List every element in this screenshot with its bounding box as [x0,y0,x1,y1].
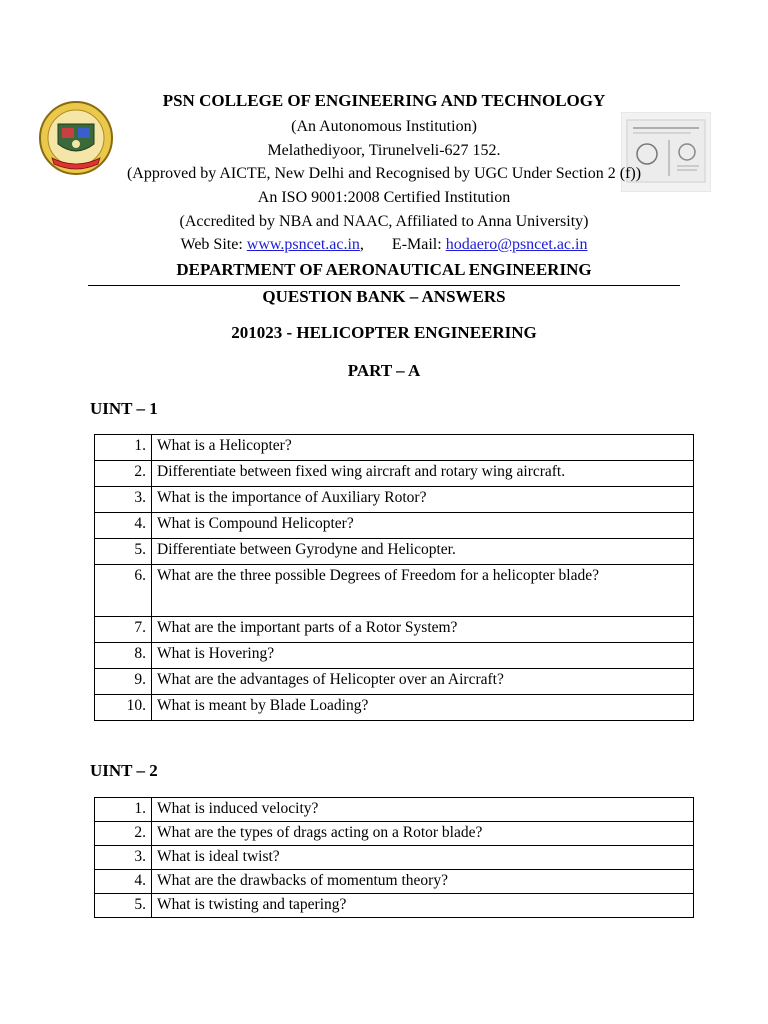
table-row [95,435,694,461]
question-number: 7. [95,617,152,643]
email-label: E-Mail: [391,236,446,253]
question-text: What is Hovering? [152,643,694,669]
question-number: 10. [95,695,152,721]
question-text: What is twisting and tapering? [152,894,694,918]
table-row [95,870,694,894]
question-text: What are the three possible Degrees of Freedom for a helicopter blade? [152,565,694,617]
course-title: 201023 - HELICOPTER ENGINEERING [231,323,537,342]
unit-2-question-table [94,797,694,918]
website-link[interactable]: www.psncet.ac.in [246,236,360,253]
address-line: Melathediyoor, Tirunelveli-627 152. [267,142,501,159]
question-number: 2. [95,461,152,487]
accreditation-line: (Accredited by NBA and NAAC, Affiliated to Anna University) [179,213,589,230]
question-text: What is Compound Helicopter? [152,513,694,539]
unit-1-question-table [94,434,694,721]
separator: , [359,236,364,253]
question-bank-title: QUESTION BANK – ANSWERS [262,287,506,306]
table-row [95,798,694,822]
table-row [95,643,694,669]
unit-1-title: UINT – 1 [90,399,158,418]
question-text: What are the advantages of Helicopter over an Aircraft? [152,669,694,695]
question-number: 9. [95,669,152,695]
question-text: What is meant by Blade Loading? [152,695,694,721]
college-name: PSN COLLEGE OF ENGINEERING AND TECHNOLOGY [162,91,606,110]
question-number: 4. [95,870,152,894]
approval-line: (Approved by AICTE, New Delhi and Recognised by UGC Under Section 2 (f)) [126,165,642,182]
question-number: 3. [95,846,152,870]
question-text: What is ideal twist? [152,846,694,870]
question-number: 4. [95,513,152,539]
question-number: 8. [95,643,152,669]
website-label: Web Site: [180,236,247,253]
contact-line [0,236,768,254]
table-row [95,539,694,565]
question-number: 5. [95,894,152,918]
table-row [95,846,694,870]
question-number: 5. [95,539,152,565]
question-number: 2. [95,822,152,846]
question-text: Differentiate between fixed wing aircraft and rotary wing aircraft. [152,461,694,487]
table-row [95,695,694,721]
question-number: 1. [95,798,152,822]
table-row [95,461,694,487]
header-divider [88,285,680,286]
email-link[interactable]: hodaero@psncet.ac.in [445,236,588,253]
table-row [95,894,694,918]
table-row [95,822,694,846]
question-text: What are the drawbacks of momentum theory? [152,870,694,894]
question-text: What is a Helicopter? [152,435,694,461]
iso-line: An ISO 9001:2008 Certified Institution [257,189,511,206]
table-row [95,669,694,695]
table-row [95,565,694,617]
table-row [95,513,694,539]
question-text: What is the importance of Auxiliary Rotor? [152,487,694,513]
part-title: PART – A [347,361,421,380]
question-number: 6. [95,565,152,617]
question-text: What are the types of drags acting on a Rotor blade? [152,822,694,846]
table-row [95,617,694,643]
question-text: What are the important parts of a Rotor System? [152,617,694,643]
department-title: DEPARTMENT OF AERONAUTICAL ENGINEERING [176,260,592,279]
unit-2-title: UINT – 2 [90,761,158,780]
question-text: What is induced velocity? [152,798,694,822]
question-number: 1. [95,435,152,461]
question-number: 3. [95,487,152,513]
table-row [95,487,694,513]
autonomous-line: (An Autonomous Institution) [291,118,477,135]
question-text: Differentiate between Gyrodyne and Helicopter. [152,539,694,565]
